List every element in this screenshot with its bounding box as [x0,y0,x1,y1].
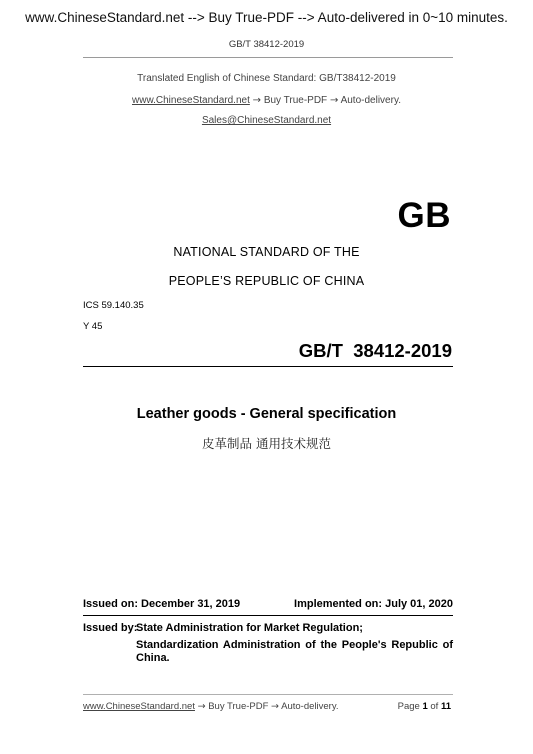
header-divider [83,57,453,58]
issued-by-label: Issued by: [83,622,138,634]
arrow-right-icon: → [197,701,206,712]
top-banner[interactable]: www.ChineseStandard.net --> Buy True-PDF --> Auto-delivered in 0~10 minutes. [25,10,508,25]
gb-logo: GB [397,196,451,235]
arrow-right-icon: → [271,701,280,712]
auto-delivery-text: Auto-delivery. [340,95,401,106]
title-chinese: 皮革制品 通用技术规范 [202,436,331,451]
header-doc-code: GB/T 38412-2019 [228,39,305,50]
footer-divider [83,694,453,695]
issued-date: Issued on: December 31, 2019 [83,598,241,610]
standard-number-rule [83,366,453,367]
page-word: Page [397,701,420,712]
translation-links [0,95,533,106]
arrow-right-icon: → [329,95,339,106]
implemented-date: Implemented on: July 01, 2020 [294,598,453,610]
national-standard-line2: PEOPLE’S REPUBLIC OF CHINA [168,274,365,288]
site-link[interactable]: www.ChineseStandard.net [132,95,250,106]
arrow-right-icon: → [252,95,262,106]
email-line [0,115,533,126]
page-of: of [430,701,439,712]
footer-auto-delivery: Auto-delivery. [281,701,339,712]
footer-buy-link[interactable]: Buy True-PDF [208,701,269,712]
national-standard-line1: NATIONAL STANDARD OF THE [173,245,360,259]
issuer-org-2: Standardization Administration of the People's Republic of China. [136,639,453,664]
ccs-code: Y 45 [83,321,103,332]
page-indicator [398,701,451,712]
ics-code: ICS 59.140.35 [83,300,144,311]
footer-site-link[interactable]: www.ChineseStandard.net [83,701,195,712]
sales-email-link[interactable]: Sales@ChineseStandard.net [201,115,332,126]
page-total: 11 [440,701,451,712]
buy-link[interactable]: Buy True-PDF [263,95,328,106]
standard-number: GB/T 38412-2019 [298,340,452,361]
footer-links [83,701,339,712]
title-english: Leather goods - General specification [136,406,397,422]
issuer-org-1: State Administration for Market Regulation; [136,622,363,634]
dates-rule [83,615,453,616]
page-current: 1 [422,701,428,712]
translation-note: Translated English of Chinese Standard: GB/T38412-2019 [137,73,396,84]
